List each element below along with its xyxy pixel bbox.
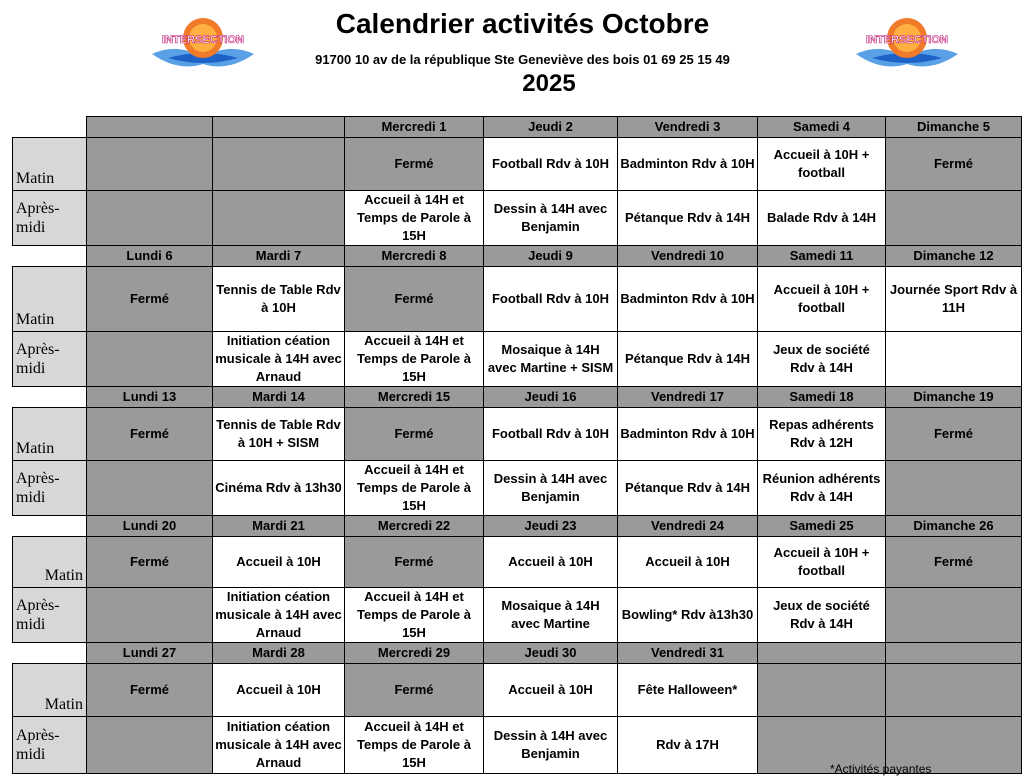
activity-cell: Réunion adhérents Rdv à 14H bbox=[758, 461, 886, 516]
activity-cell bbox=[213, 138, 345, 191]
corner-blank bbox=[13, 516, 87, 537]
activity-cell: Accueil à 10H bbox=[618, 537, 758, 588]
day-header: Jeudi 30 bbox=[484, 643, 618, 664]
week-3-morning-row bbox=[13, 408, 1022, 461]
activity-cell: Balade Rdv à 14H bbox=[758, 191, 886, 246]
corner-blank bbox=[13, 117, 87, 138]
day-header: Mardi 7 bbox=[213, 246, 345, 267]
activity-cell: Fermé bbox=[886, 537, 1022, 588]
week-1-afternoon-row bbox=[13, 191, 1022, 246]
day-header: Dimanche 26 bbox=[886, 516, 1022, 537]
day-header: Mercredi 1 bbox=[345, 117, 484, 138]
activity-cell: Fermé bbox=[345, 664, 484, 717]
day-header: Dimanche 5 bbox=[886, 117, 1022, 138]
row-label-matin: Matin bbox=[13, 537, 87, 588]
activity-cell bbox=[87, 191, 213, 246]
activity-cell: Football Rdv à 10H bbox=[484, 408, 618, 461]
activity-cell bbox=[886, 664, 1022, 717]
activity-cell: Fermé bbox=[345, 138, 484, 191]
day-header: Mercredi 15 bbox=[345, 387, 484, 408]
week-4-day-headers bbox=[13, 516, 1022, 537]
corner-blank bbox=[13, 643, 87, 664]
activity-calendar bbox=[12, 116, 1022, 774]
activity-cell bbox=[87, 461, 213, 516]
activity-cell bbox=[87, 717, 213, 774]
intersection-logo-right bbox=[852, 14, 962, 76]
activity-cell: Jeux de société Rdv à 14H bbox=[758, 332, 886, 387]
activity-cell bbox=[213, 191, 345, 246]
activity-cell: Fermé bbox=[345, 267, 484, 332]
day-header: Vendredi 10 bbox=[618, 246, 758, 267]
row-label-matin: Matin bbox=[13, 267, 87, 332]
week-5-day-headers bbox=[13, 643, 1022, 664]
activity-cell: Accueil à 10H + football bbox=[758, 138, 886, 191]
day-header: Dimanche 19 bbox=[886, 387, 1022, 408]
activity-cell: Accueil à 10H bbox=[484, 664, 618, 717]
day-header: Jeudi 16 bbox=[484, 387, 618, 408]
intersection-logo-left bbox=[148, 14, 258, 76]
day-header: Lundi 13 bbox=[87, 387, 213, 408]
day-header: Jeudi 2 bbox=[484, 117, 618, 138]
activity-cell: Fermé bbox=[87, 408, 213, 461]
activity-cell: Accueil à 14H et Temps de Parole à 15H bbox=[345, 191, 484, 246]
day-header bbox=[886, 643, 1022, 664]
week-5-morning-row bbox=[13, 664, 1022, 717]
activity-cell: Dessin à 14H avec Benjamin bbox=[484, 461, 618, 516]
activity-cell: Initiation céation musicale à 14H avec Arnaud bbox=[213, 588, 345, 643]
day-header: Vendredi 24 bbox=[618, 516, 758, 537]
activity-cell: Accueil à 10H bbox=[213, 537, 345, 588]
week-4-afternoon-row bbox=[13, 588, 1022, 643]
activity-cell: Initiation céation musicale à 14H avec Arnaud bbox=[213, 332, 345, 387]
week-2-morning-row bbox=[13, 267, 1022, 332]
activity-cell: Accueil à 14H et Temps de Parole à 15H bbox=[345, 717, 484, 774]
week-3-afternoon-row bbox=[13, 461, 1022, 516]
day-header: Samedi 25 bbox=[758, 516, 886, 537]
activity-cell: Dessin à 14H avec Benjamin bbox=[484, 191, 618, 246]
day-header: Samedi 11 bbox=[758, 246, 886, 267]
row-label-apres-midi: Après-midi bbox=[13, 588, 87, 643]
activity-cell: Accueil à 10H bbox=[213, 664, 345, 717]
activity-cell: Jeux de société Rdv à 14H bbox=[758, 588, 886, 643]
activity-cell: Badminton Rdv à 10H bbox=[618, 408, 758, 461]
activity-cell: Football Rdv à 10H bbox=[484, 138, 618, 191]
day-header: Samedi 18 bbox=[758, 387, 886, 408]
activity-cell: Accueil à 14H et Temps de Parole à 15H bbox=[345, 332, 484, 387]
day-header: Lundi 20 bbox=[87, 516, 213, 537]
activity-cell bbox=[886, 332, 1022, 387]
activity-cell: Fermé bbox=[87, 537, 213, 588]
activity-cell: Pétanque Rdv à 14H bbox=[618, 191, 758, 246]
activity-cell: Mosaique à 14H avec Martine + SISM bbox=[484, 332, 618, 387]
activity-cell: Accueil à 14H et Temps de Parole à 15H bbox=[345, 461, 484, 516]
activity-cell bbox=[87, 588, 213, 643]
row-label-matin: Matin bbox=[13, 664, 87, 717]
activity-cell bbox=[886, 191, 1022, 246]
activity-cell bbox=[87, 138, 213, 191]
day-header: Mardi 28 bbox=[213, 643, 345, 664]
activity-cell: Accueil à 14H et Temps de Parole à 15H bbox=[345, 588, 484, 643]
activity-cell: Accueil à 10H + football bbox=[758, 537, 886, 588]
row-label-matin: Matin bbox=[13, 408, 87, 461]
activity-cell: Mosaique à 14H avec Martine bbox=[484, 588, 618, 643]
row-label-apres-midi: Après-midi bbox=[13, 191, 87, 246]
activity-cell: Tennis de Table Rdv à 10H + SISM bbox=[213, 408, 345, 461]
week-2-day-headers bbox=[13, 246, 1022, 267]
activity-cell: Pétanque Rdv à 14H bbox=[618, 461, 758, 516]
activity-cell: Repas adhérents Rdv à 12H bbox=[758, 408, 886, 461]
day-header: Vendredi 31 bbox=[618, 643, 758, 664]
day-header: Lundi 27 bbox=[87, 643, 213, 664]
day-header: Vendredi 17 bbox=[618, 387, 758, 408]
activity-cell: Accueil à 10H + football bbox=[758, 267, 886, 332]
svg-text:INTERSECTION: INTERSECTION bbox=[162, 34, 244, 46]
activity-cell bbox=[886, 461, 1022, 516]
activity-cell: Fermé bbox=[345, 408, 484, 461]
day-header: Mercredi 29 bbox=[345, 643, 484, 664]
activity-cell: Initiation céation musicale à 14H avec Arnaud bbox=[213, 717, 345, 774]
week-1-morning-row bbox=[13, 138, 1022, 191]
day-header: Jeudi 9 bbox=[484, 246, 618, 267]
row-label-matin: Matin bbox=[13, 138, 87, 191]
activity-cell: Fermé bbox=[87, 267, 213, 332]
activity-cell bbox=[886, 588, 1022, 643]
activity-cell: Bowling* Rdv à13h30 bbox=[618, 588, 758, 643]
activity-cell: Fermé bbox=[886, 408, 1022, 461]
activity-cell bbox=[87, 332, 213, 387]
corner-blank bbox=[13, 246, 87, 267]
page-title: Calendrier activités Octobre bbox=[335, 8, 710, 39]
activity-cell: Tennis de Table Rdv à 10H bbox=[213, 267, 345, 332]
activity-cell: Cinéma Rdv à 13h30 bbox=[213, 461, 345, 516]
activity-cell: Fête Halloween* bbox=[618, 664, 758, 717]
activity-cell: Pétanque Rdv à 14H bbox=[618, 332, 758, 387]
activity-cell: Fermé bbox=[87, 664, 213, 717]
day-header: Vendredi 3 bbox=[618, 117, 758, 138]
row-label-apres-midi: Après-midi bbox=[13, 717, 87, 774]
day-header: Dimanche 12 bbox=[886, 246, 1022, 267]
activity-cell: Badminton Rdv à 10H bbox=[618, 267, 758, 332]
activity-cell bbox=[758, 664, 886, 717]
day-header: Jeudi 23 bbox=[484, 516, 618, 537]
day-header: Samedi 4 bbox=[758, 117, 886, 138]
week-4-morning-row bbox=[13, 537, 1022, 588]
day-header: Mercredi 22 bbox=[345, 516, 484, 537]
corner-blank bbox=[13, 387, 87, 408]
day-header: Mardi 14 bbox=[213, 387, 345, 408]
activity-cell: Badminton Rdv à 10H bbox=[618, 138, 758, 191]
week-1-day-headers bbox=[13, 117, 1022, 138]
day-header: Lundi 6 bbox=[87, 246, 213, 267]
address-line: 91700 10 av de la république Ste Geneviève des bois 01 69 25 15 49 bbox=[315, 52, 730, 67]
day-header bbox=[213, 117, 345, 138]
day-header bbox=[758, 643, 886, 664]
week-3-day-headers bbox=[13, 387, 1022, 408]
activity-cell: Football Rdv à 10H bbox=[484, 267, 618, 332]
activity-cell: Rdv à 17H bbox=[618, 717, 758, 774]
activity-cell: Fermé bbox=[345, 537, 484, 588]
footnote-paid-activities: *Activités payantes bbox=[830, 762, 932, 776]
day-header: Mercredi 8 bbox=[345, 246, 484, 267]
activity-cell: Fermé bbox=[886, 138, 1022, 191]
activity-cell: Dessin à 14H avec Benjamin bbox=[484, 717, 618, 774]
activity-cell: Accueil à 10H bbox=[484, 537, 618, 588]
row-label-apres-midi: Après-midi bbox=[13, 461, 87, 516]
day-header bbox=[87, 117, 213, 138]
day-header: Mardi 21 bbox=[213, 516, 345, 537]
row-label-apres-midi: Après-midi bbox=[13, 332, 87, 387]
svg-text:INTERSECTION: INTERSECTION bbox=[866, 34, 948, 46]
week-2-afternoon-row bbox=[13, 332, 1022, 387]
activity-cell: Journée Sport Rdv à 11H bbox=[886, 267, 1022, 332]
year-heading: 2025 bbox=[522, 70, 576, 97]
